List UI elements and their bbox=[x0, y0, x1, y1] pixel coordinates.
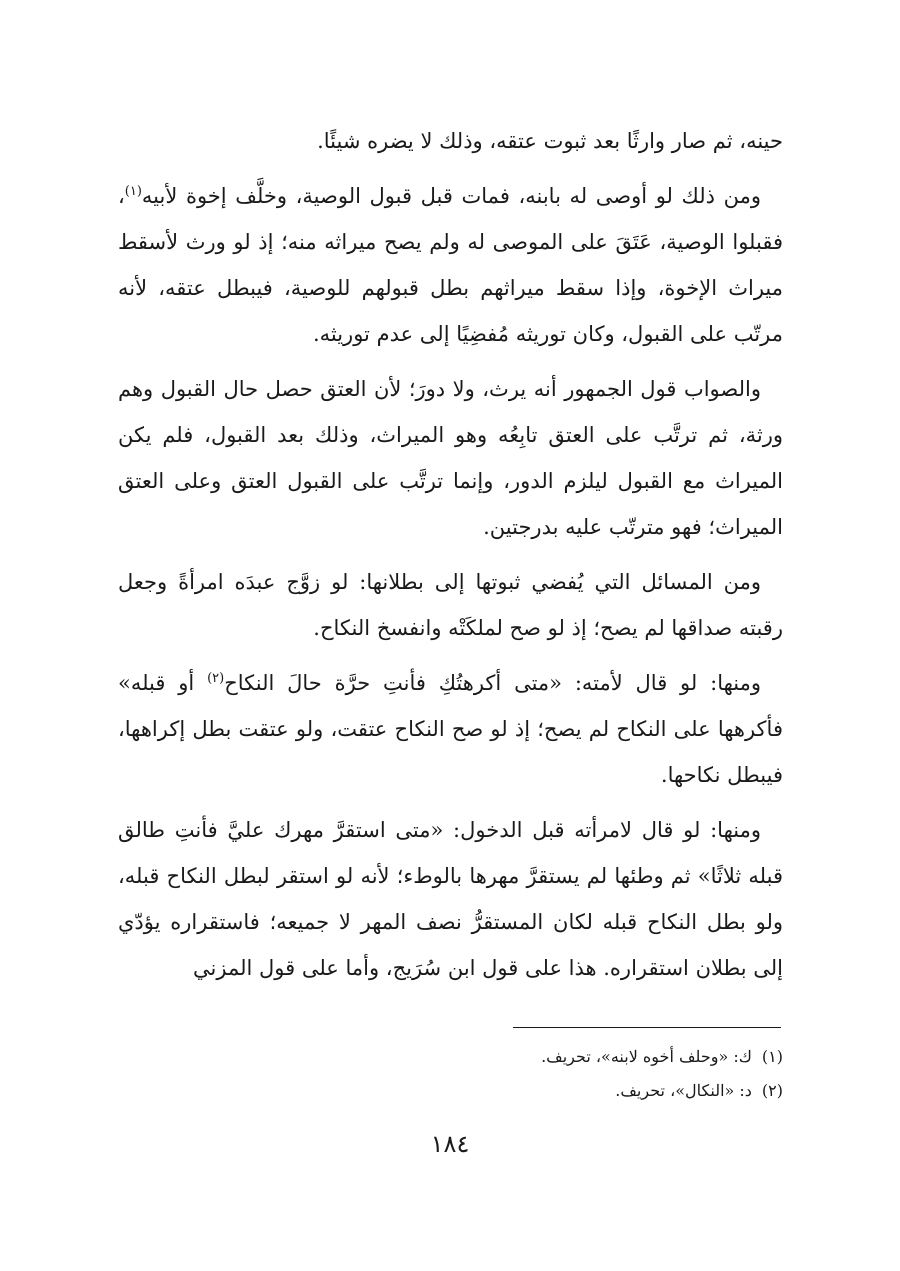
paragraph-3-text: والصواب قول الجمهور أنه يرث، ولا دورَ؛ لأن العتق حصل حال القبول وهم ورثة، ثم ترتَّب على العتق تابِعُه وهو الميراث، وذلك بعد القبول، فلم يكن الميراث مع القبول ليلزم الدور، وإنما ترتَّب على القبول العتق وعلى العتق الميراث؛ فهو مترتّب عليه بدرجتين. bbox=[118, 377, 783, 539]
footnotes bbox=[118, 1040, 783, 1108]
paragraph-6-text: ومنها: لو قال لامرأته قبل الدخول: «متى استقرَّ مهرك عليَّ فأنتِ طالق قبله ثلاثًا» ثم وطئها لم يستقرَّ مهرها بالوطء؛ لأنه لو استقر لبطل النكاح قبله، ولو بطل النكاح قبله لكان المستقرُّ نصف المهر لا جميعه؛ فاستقراره يؤدّي إلى بطلان استقراره. هذا على قول ابن سُرَيج، وأما على قول المزني bbox=[118, 818, 783, 980]
paragraph-1 bbox=[118, 118, 783, 164]
footnote-ref-2[interactable]: (٢) bbox=[207, 671, 225, 686]
paragraph-4-text: ومن المسائل التي يُفضي ثبوتها إلى بطلانها: لو زوَّج عبدَه امرأةً وجعل رقبته صداقها لم يصح؛ إذ لو صح لملكَتْه وانفسخ النكاح. bbox=[118, 570, 783, 640]
footnote-ref-1[interactable]: (١) bbox=[124, 184, 142, 199]
paragraph-6 bbox=[118, 807, 783, 991]
paragraph-1-text: حينه، ثم صار وارثًا بعد ثبوت عتقه، وذلك لا يضره شيئًا. bbox=[317, 129, 783, 153]
footnote-1-text: ك: «وحلف أخوه لابنه»، تحريف. bbox=[541, 1047, 752, 1066]
footnote-divider bbox=[513, 1027, 781, 1028]
footnote-2-text: د: «النكال»، تحريف. bbox=[615, 1081, 752, 1100]
paragraph-3 bbox=[118, 366, 783, 550]
paragraph-2-text-a: ومن ذلك لو أوصى له بابنه، فمات قبل قبول الوصية، وخلَّف إخوة لأبيه bbox=[141, 184, 761, 208]
paragraph-2 bbox=[118, 173, 783, 357]
footnote-1 bbox=[118, 1040, 783, 1074]
paragraph-4 bbox=[118, 559, 783, 651]
main-text bbox=[118, 118, 783, 1000]
paragraph-5-text-a: ومنها: لو قال لأمته: «متى أكرهتُكِ فأنتِ حرَّة حالَ النكاح bbox=[224, 671, 761, 695]
page-number: ١٨٤ bbox=[430, 1130, 470, 1158]
paragraph-5-text-b: أو قبله» فأكرهها على النكاح لم يصح؛ إذ لو صح النكاح عتقت، ولو عتقت بطل إكراهها، فيبطل نكاحها. bbox=[118, 671, 783, 787]
footnote-2-number: (٢) bbox=[761, 1081, 783, 1100]
footnote-2 bbox=[118, 1074, 783, 1108]
paragraph-2-text-b: ، فقبلوا الوصية، عَتَقَ على الموصى له ولم يصح ميراثه منه؛ إذ لو ورث لأسقط ميراث الإخوة، وإذا سقط ميراثهم بطل قبولهم للوصية، فيبطل عتقه، لأنه مرتّب على القبول، وكان توريثه مُفضِيًا إلى عدم توريثه. bbox=[118, 184, 783, 346]
footnote-1-number: (١) bbox=[761, 1047, 783, 1066]
paragraph-5 bbox=[118, 660, 783, 798]
